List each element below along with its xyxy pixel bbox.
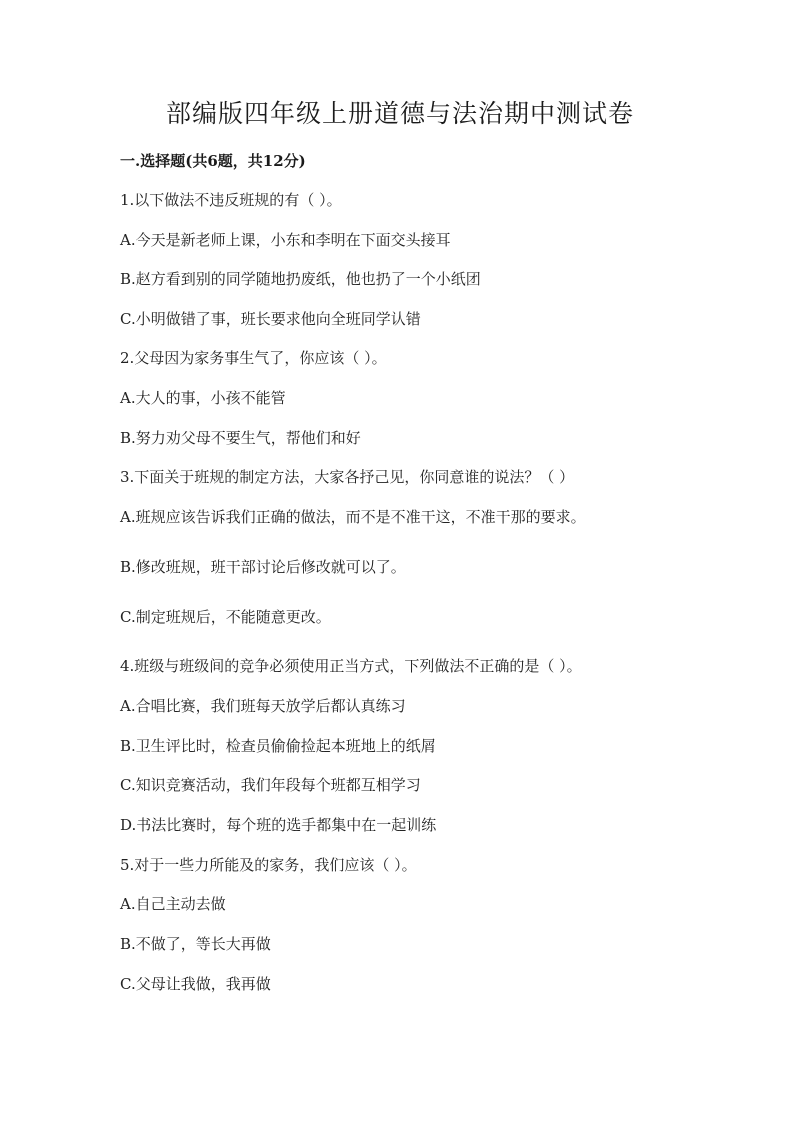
option-c: C.知识竞赛活动，我们年段每个班都互相学习 [120,776,421,794]
option-b: B.赵方看到别的同学随地扔废纸，他也扔了一个小纸团 [120,270,481,288]
option-b: B.修改班规，班干部讨论后修改就可以了。 [120,558,406,576]
option-b: B.努力劝父母不要生气，帮他们和好 [120,429,361,447]
option-b: B.卫生评比时，检查员偷偷捡起本班地上的纸屑 [120,737,436,755]
question-stem: 1.以下做法不违反班规的有（ ）。 [120,191,342,209]
option-a: A.合唱比赛，我们班每天放学后都认真练习 [120,697,406,715]
option-a: A.班规应该告诉我们正确的做法，而不是不准干这，不准干那的要求。 [120,508,586,526]
option-c: C.小明做错了事，班长要求他向全班同学认错 [120,310,421,328]
question-stem: 3.下面关于班规的制定方法，大家各抒己见，你同意谁的说法？（ ） [120,468,575,486]
page-title: 部编版四年级上册道德与法治期中测试卷 [165,99,634,128]
option-b: B.不做了，等长大再做 [120,935,271,953]
option-a: A.自己主动去做 [120,895,226,913]
question-stem: 5.对于一些力所能及的家务，我们应该（ ）。 [120,856,417,874]
question-stem: 2.父母因为家务事生气了，你应该（ ）。 [120,349,387,367]
option-c: C.制定班规后，不能随意更改。 [120,608,331,626]
question-stem: 4.班级与班级间的竞争必须使用正当方式，下列做法不正确的是（ ）。 [120,657,582,675]
option-a: A.大人的事，小孩不能管 [120,389,286,407]
option-a: A.今天是新老师上课，小东和李明在下面交头接耳 [120,231,451,249]
option-c: C.父母让我做，我再做 [120,975,271,993]
section-heading: 一.选择题(共6题，共12分) [120,152,306,170]
option-d: D.书法比赛时，每个班的选手都集中在一起训练 [120,816,437,834]
